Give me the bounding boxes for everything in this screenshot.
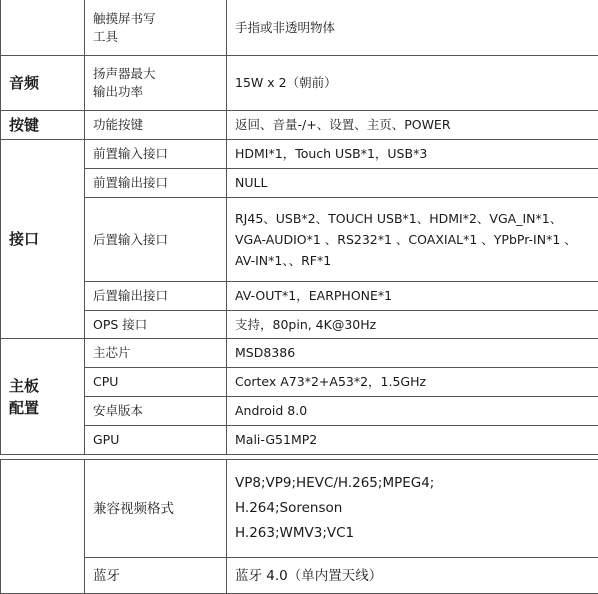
main-chip-value: MSD8386: [227, 339, 598, 368]
category-cell-empty: [1, 0, 85, 56]
table-row: [1, 339, 598, 368]
table-row: [1, 56, 598, 111]
android-version-value: Android 8.0: [227, 397, 598, 426]
gpu-label: GPU: [85, 426, 227, 455]
video-format-value: VP8;VP9;HEVC/H.265;MPEG4; H.264;Sorenson H.263;WMV3;VC1: [227, 460, 598, 558]
function-keys-value: 返回、音量-/+、设置、主页、POWER: [227, 111, 598, 140]
category-cell-empty: [1, 460, 85, 594]
gpu-value: Mali-G51MP2: [227, 426, 598, 455]
front-input-value: HDMI*1，Touch USB*1，USB*3: [227, 140, 598, 169]
table-row: [1, 282, 598, 311]
front-output-value: NULL: [227, 169, 598, 198]
bluetooth-label: 蓝牙: [85, 558, 227, 594]
table-row: [1, 198, 598, 282]
category-audio: 音频: [1, 56, 85, 111]
cpu-value: Cortex A73*2+A53*2，1.5GHz: [227, 368, 598, 397]
rear-output-value: AV-OUT*1，EARPHONE*1: [227, 282, 598, 311]
video-format-label: 兼容视频格式: [85, 460, 227, 558]
table-row: [1, 558, 598, 594]
touch-tool-value: 手指或非透明物体: [227, 0, 598, 56]
cpu-label: CPU: [85, 368, 227, 397]
function-keys-label: 功能按键: [85, 111, 227, 140]
bluetooth-value: 蓝牙 4.0（单内置天线）: [227, 558, 598, 594]
category-mainboard: 主板 配置: [1, 339, 85, 455]
table-row: [1, 368, 598, 397]
category-interface: 接口: [1, 140, 85, 339]
spec-table-secondary: [0, 459, 598, 594]
table-row: [1, 140, 598, 169]
table-row: [1, 311, 598, 339]
speaker-power-value: 15W x 2（朝前）: [227, 56, 598, 111]
table-row: [1, 460, 598, 558]
ops-label: OPS 接口: [85, 311, 227, 339]
rear-input-label: 后置输入接口: [85, 198, 227, 282]
table-row: [1, 426, 598, 455]
front-output-label: 前置输出接口: [85, 169, 227, 198]
ops-value: 支持，80pin, 4K@30Hz: [227, 311, 598, 339]
main-chip-label: 主芯片: [85, 339, 227, 368]
table-row: [1, 0, 598, 56]
category-keys: 按键: [1, 111, 85, 140]
touch-tool-label: 触摸屏书写 工具: [85, 0, 227, 56]
table-row: [1, 111, 598, 140]
front-input-label: 前置输入接口: [85, 140, 227, 169]
table-row: [1, 169, 598, 198]
table-row: [1, 397, 598, 426]
speaker-power-label: 扬声器最大 输出功率: [85, 56, 227, 111]
rear-input-value: RJ45、USB*2、TOUCH USB*1、HDMI*2、VGA_IN*1、 VGA-AUDIO*1 、RS232*1 、COAXIAL*1 、YPbPr-IN*1 、 AV-IN*1、、RF*1: [227, 198, 598, 282]
android-version-label: 安卓版本: [85, 397, 227, 426]
rear-output-label: 后置输出接口: [85, 282, 227, 311]
